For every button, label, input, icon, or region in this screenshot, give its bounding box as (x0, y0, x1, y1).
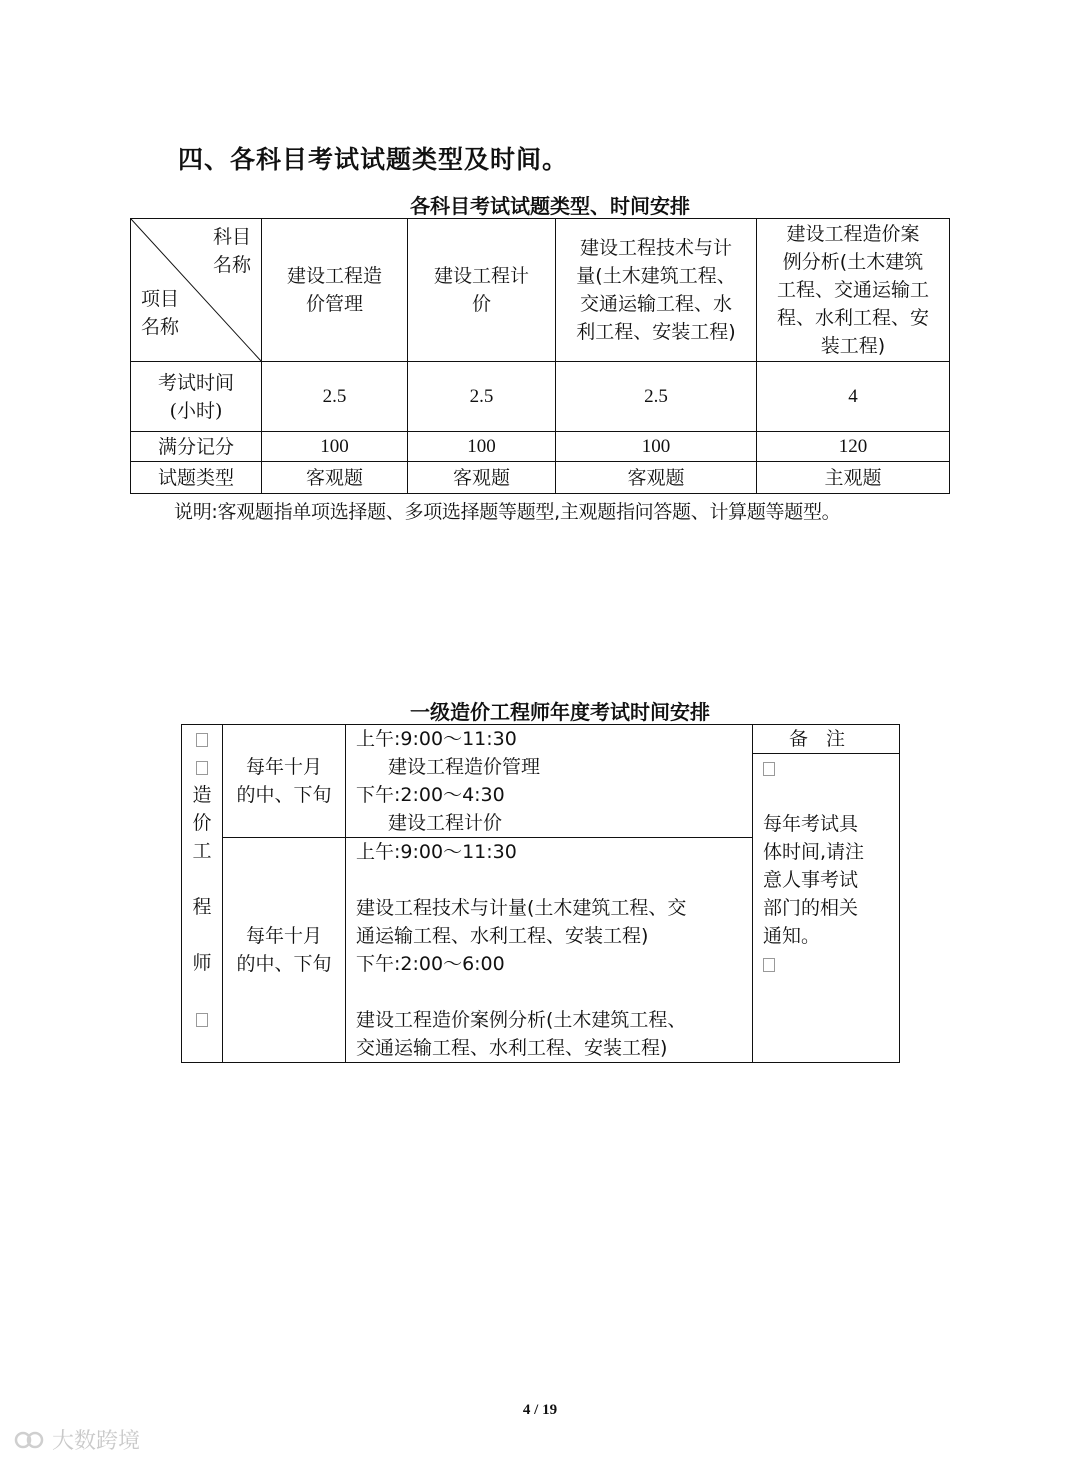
row-label: 考试时间 (小时) (131, 362, 262, 432)
table-cell: 客观题 (408, 462, 556, 494)
table-cell: 客观题 (262, 462, 408, 494)
table-cell: 4 (757, 362, 950, 432)
row-label: 试题类型 (131, 462, 262, 494)
subject-header: 建设工程造价案 例分析(土木建筑 工程、交通运输工 程、水利工程、安 装工程) (757, 219, 950, 362)
table-cell: 100 (262, 432, 408, 462)
table-cell: 100 (408, 432, 556, 462)
remark-cell: 每年考试具 体时间,请注 意人事考试 部门的相关 通知。 (753, 754, 900, 1063)
corner-cell (131, 219, 262, 362)
table1-row-score (131, 432, 950, 462)
table2-title: 一级造价工程师年度考试时间安排 (410, 700, 710, 724)
remark-header: 备注 (753, 725, 900, 754)
period-cell: 每年十月 的中、下旬 (223, 838, 346, 1063)
table1-header-row (131, 219, 950, 362)
subject-header: 建设工程造 价管理 (262, 219, 408, 362)
exam-type-table (130, 218, 950, 494)
watermark-text: 大数跨境 (52, 1429, 141, 1454)
schedule-cell: 上午:9:00～11:30 建设工程造价管理 下午:2:00～4:30 建设工程计价 (346, 725, 753, 838)
placeholder-box-icon (196, 1013, 208, 1027)
subject-header: 建设工程计 价 (408, 219, 556, 362)
row-label: 满分记分 (131, 432, 262, 462)
watermark-logo-icon (14, 1428, 44, 1452)
table-cell: 2.5 (408, 362, 556, 432)
table-cell: 120 (757, 432, 950, 462)
table2-row (182, 725, 900, 754)
table-cell: 2.5 (262, 362, 408, 432)
placeholder-box-icon (763, 762, 775, 776)
table1-note: 说明:客观题指单项选择题、多项选择题等题型,主观题指问答题、计算题等题型。 (174, 501, 841, 523)
watermark (14, 1424, 140, 1455)
table1-row-time (131, 362, 950, 432)
corner-bottom-label: 项目 名称 (141, 288, 180, 338)
corner-top-label: 科目 名称 (212, 226, 251, 276)
placeholder-box-icon (196, 761, 208, 775)
vertical-label-cell: 造 价 工 程 师 (182, 725, 223, 1063)
table1-row-type (131, 462, 950, 494)
placeholder-box-icon (196, 733, 208, 747)
table-cell: 主观题 (757, 462, 950, 494)
table1-title: 各科目考试试题类型、时间安排 (410, 194, 690, 218)
section-heading: 四、各科目考试试题类型及时间。 (178, 145, 569, 174)
annual-schedule-table (181, 724, 900, 1063)
page-number: 4 / 19 (522, 1402, 558, 1418)
table-cell: 2.5 (556, 362, 757, 432)
subject-header: 建设工程技术与计 量(土木建筑工程、 交通运输工程、水 利工程、安装工程) (556, 219, 757, 362)
schedule-cell: 上午:9:00～11:30 建设工程技术与计量(土木建筑工程、交 通运输工程、水利工程、安装工程) 下午:2:00～6:00 建设工程造价案例分析(土木建筑工程、 交通运输工程、水利工程、安装工程) (346, 838, 753, 1063)
table-cell: 客观题 (556, 462, 757, 494)
period-cell: 每年十月 的中、下旬 (223, 725, 346, 838)
placeholder-box-icon (763, 958, 775, 972)
table-cell: 100 (556, 432, 757, 462)
